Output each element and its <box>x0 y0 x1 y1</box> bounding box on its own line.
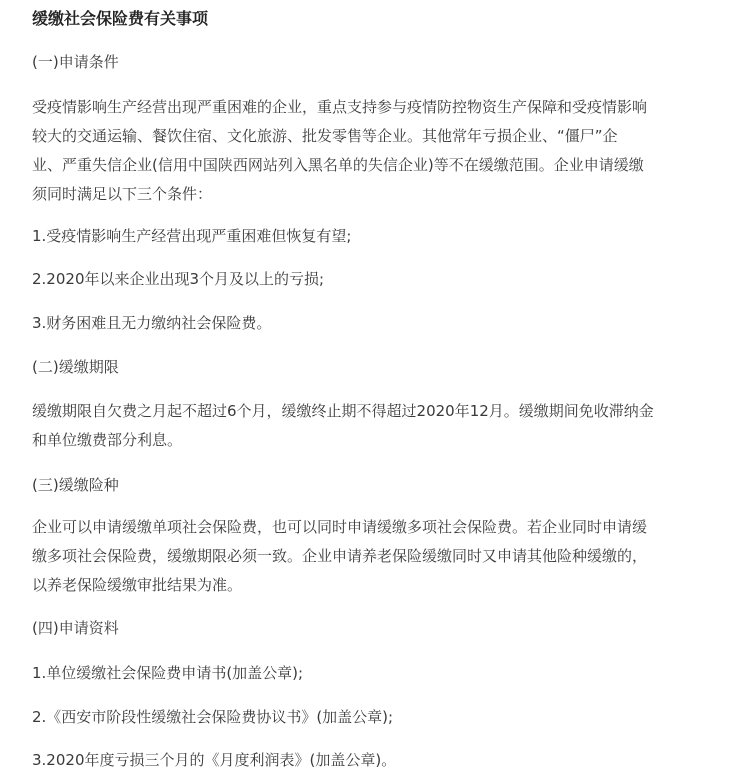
condition-item-2: 2.2020年以来企业出现3个月及以上的亏损; <box>32 270 325 288</box>
section-heading-period: (二)缓缴期限 <box>32 358 119 376</box>
text-line: 缓缴期限自欠费之月起不超过6个月，缓缴终止期不得超过2020年12月。缓缴期间免收滞纳金 <box>32 402 654 420</box>
text-line: 须同时满足以下三个条件： <box>32 185 213 203</box>
material-item-3: 3.2020年度亏损三个月的《月度利润表》(加盖公章)。 <box>32 751 397 769</box>
period-paragraph <box>32 397 654 455</box>
document-title: 缓缴社会保险费有关事项 <box>32 9 209 28</box>
text-line: 业、严重失信企业(信用中国陕西网站列入黑名单的失信企业)等不在缓缴范围。企业申请缓缴 <box>32 156 644 174</box>
text-line: 以养老保险缓缴审批结果为准。 <box>32 576 243 594</box>
material-item-2: 2.《西安市阶段性缓缴社会保险费协议书》(加盖公章); <box>32 708 394 726</box>
material-item-1: 1.单位缓缴社会保险费申请书(加盖公章); <box>32 664 304 682</box>
condition-item-3: 3.财务困难且无力缴纳社会保险费。 <box>32 314 272 332</box>
conditions-paragraph <box>32 93 647 209</box>
section-heading-materials: (四)申请资料 <box>32 619 119 637</box>
insurance-types-paragraph <box>32 513 647 600</box>
text-line: 和单位缴费部分利息。 <box>32 431 183 449</box>
text-line: 较大的交通运输、餐饮住宿、文化旅游、批发零售等企业。其他常年亏损企业、“僵尸”企 <box>32 127 618 145</box>
text-line: 缴多项社会保险费，缓缴期限必须一致。企业申请养老保险缓缴同时又申请其他险种缓缴的， <box>32 547 648 565</box>
section-heading-insurance-types: (三)缓缴险种 <box>32 476 119 494</box>
text-line: 受疫情影响生产经营出现严重困难的企业，重点支持参与疫情防控物资生产保障和受疫情影响 <box>32 98 648 116</box>
condition-item-1: 1.受疫情影响生产经营出现严重困难但恢复有望; <box>32 227 352 245</box>
text-line: 企业可以申请缓缴单项社会保险费，也可以同时申请缓缴多项社会保险费。若企业同时申请缓 <box>32 518 648 536</box>
section-heading-conditions: (一)申请条件 <box>32 53 119 71</box>
